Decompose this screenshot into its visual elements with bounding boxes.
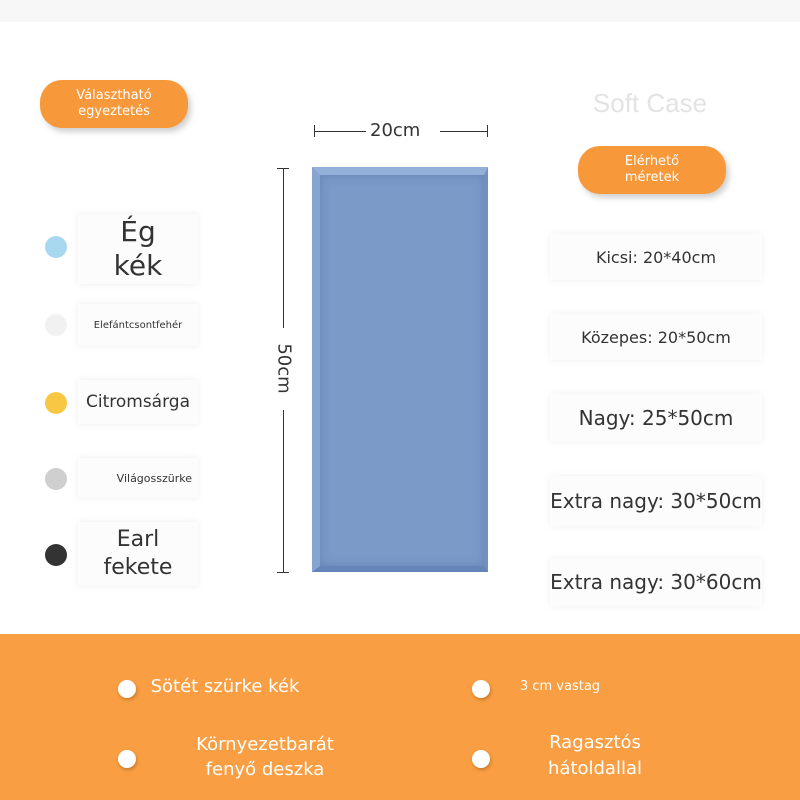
color-option-sky-blue bbox=[0, 210, 230, 286]
color-option-ivory bbox=[0, 300, 230, 350]
swatch-sky-blue bbox=[45, 236, 67, 258]
swatch-earl-black bbox=[45, 544, 67, 566]
height-label: 50cm bbox=[273, 343, 295, 394]
feature-bullet-icon bbox=[118, 750, 136, 768]
color-label: Earl fekete bbox=[78, 522, 198, 586]
color-label: Ég kék bbox=[78, 214, 198, 284]
option-badge: Választható egyeztetés bbox=[40, 80, 188, 128]
width-label: 20cm bbox=[370, 120, 421, 141]
size-small: Kicsi: 20*40cm bbox=[550, 234, 762, 280]
color-label: Elefántcsontfehér bbox=[78, 304, 198, 346]
feature-bullet-icon bbox=[472, 750, 490, 768]
feature-adhesive: Ragasztós hátoldallal bbox=[548, 732, 642, 779]
height-line-top bbox=[283, 168, 284, 328]
feature-thickness: 3 cm vastag bbox=[519, 679, 601, 694]
color-label: Citromsárga bbox=[78, 380, 198, 424]
color-option-light-grey bbox=[0, 456, 230, 502]
brand-title: Soft Case bbox=[592, 88, 708, 118]
feature-bullet-icon bbox=[472, 680, 490, 698]
product-panel bbox=[312, 167, 488, 572]
color-label: Világosszürke bbox=[78, 458, 198, 498]
top-strip bbox=[0, 0, 800, 22]
swatch-ivory bbox=[45, 314, 67, 336]
height-line-bottom bbox=[283, 410, 284, 572]
height-tick-bottom bbox=[277, 572, 289, 573]
color-option-earl-black bbox=[0, 520, 230, 588]
swatch-light-grey bbox=[45, 468, 67, 490]
feature-color: Sötét szürke kék bbox=[150, 676, 300, 697]
feature-material: Környezetbarát fenyő deszka bbox=[196, 734, 334, 780]
swatch-lemon-yellow bbox=[45, 392, 67, 414]
feature-band bbox=[0, 634, 800, 800]
width-line-left bbox=[314, 131, 366, 132]
width-tick-right bbox=[487, 125, 488, 137]
size-extra-large-50: Extra nagy: 30*50cm bbox=[550, 476, 762, 526]
color-option-lemon-yellow bbox=[0, 378, 230, 428]
size-medium: Közepes: 20*50cm bbox=[550, 314, 762, 360]
sizes-badge: Elérhető méretek bbox=[578, 146, 726, 194]
width-line-right bbox=[440, 131, 488, 132]
size-large: Nagy: 25*50cm bbox=[550, 394, 762, 442]
size-extra-large-60: Extra nagy: 30*60cm bbox=[550, 558, 762, 606]
feature-bullet-icon bbox=[118, 680, 136, 698]
